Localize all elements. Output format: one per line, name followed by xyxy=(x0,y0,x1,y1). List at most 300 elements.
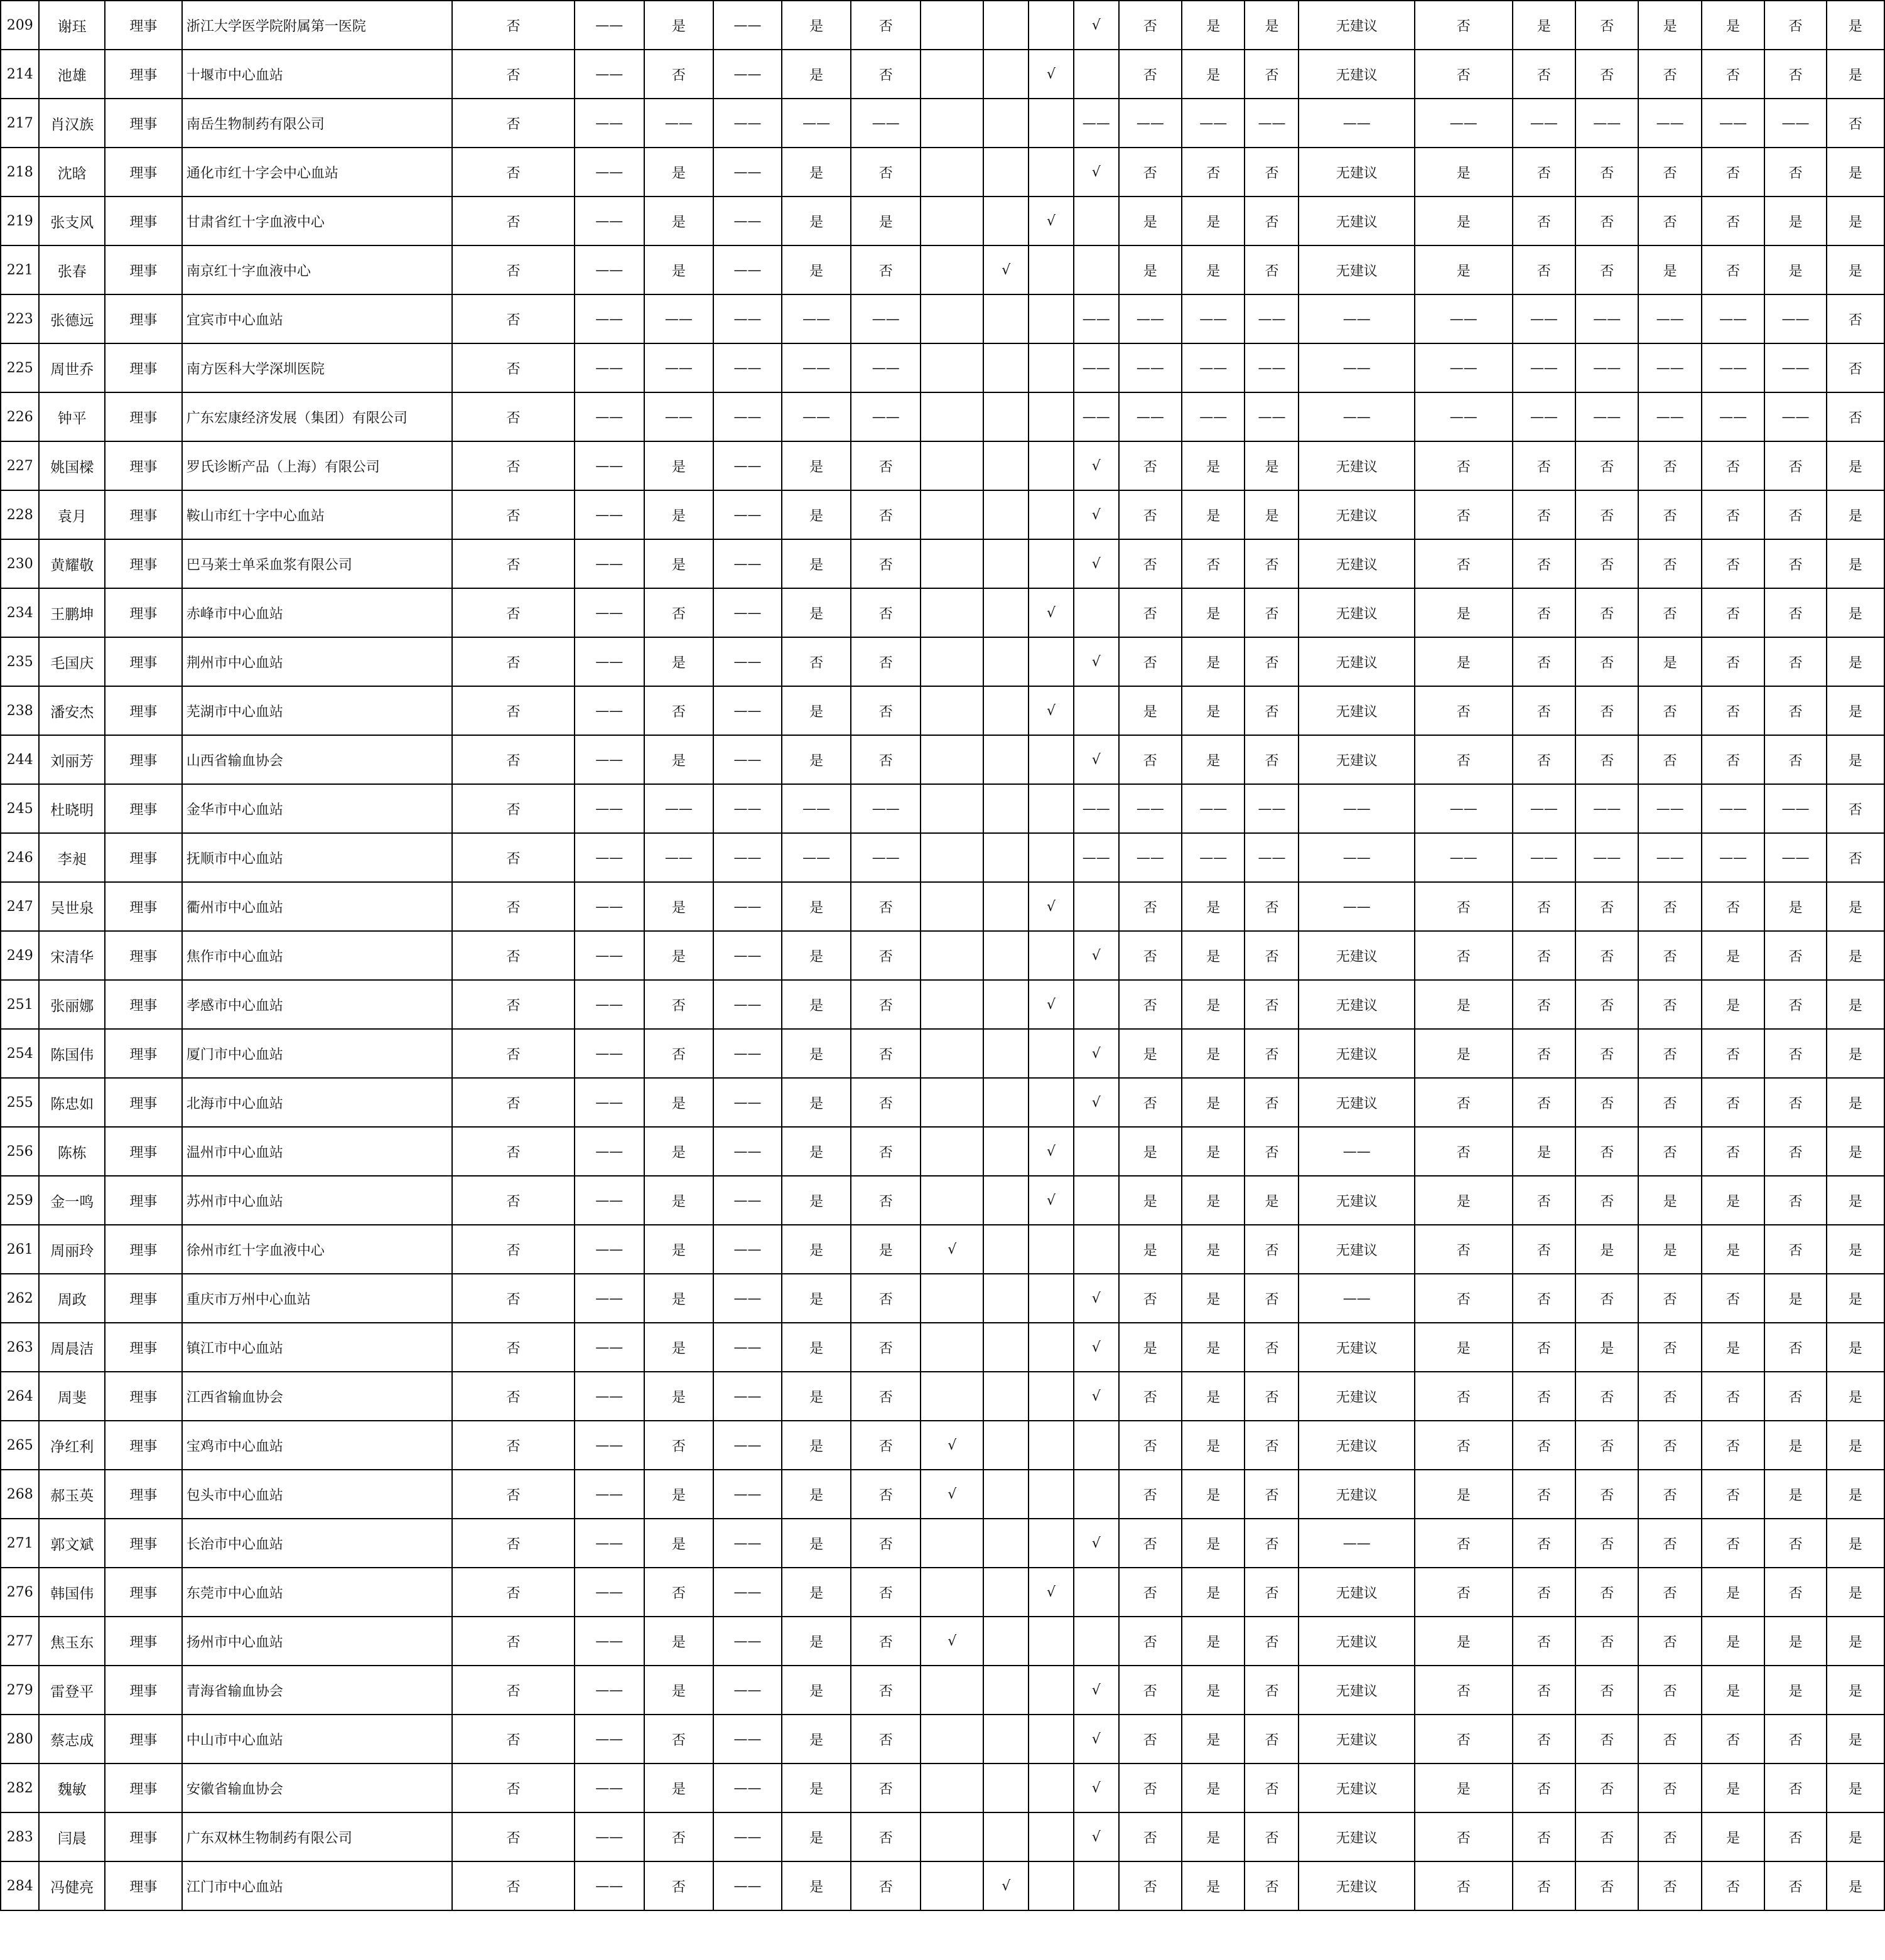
col-5: 否 xyxy=(452,1470,575,1519)
col-20: —— xyxy=(1513,99,1575,148)
col-17: 否 xyxy=(1245,1519,1299,1568)
member-unit: 衢州市中心血站 xyxy=(182,882,452,931)
check-col-14: √ xyxy=(1074,1372,1119,1421)
member-name: 陈栋 xyxy=(39,1127,105,1176)
col-24: 否 xyxy=(1764,50,1826,99)
col-16: 是 xyxy=(1182,637,1245,686)
check-col-14: √ xyxy=(1074,148,1119,197)
suggestion-cell: 无建议 xyxy=(1299,539,1414,588)
check-col-13 xyxy=(1029,784,1074,833)
col-24: 否 xyxy=(1764,441,1826,490)
col-9: 是 xyxy=(782,197,851,245)
check-col-14 xyxy=(1074,1176,1119,1225)
col-6: —— xyxy=(575,1225,644,1274)
member-role: 理事 xyxy=(105,686,182,735)
col-20: 否 xyxy=(1513,1421,1575,1470)
member-name: 吴世泉 xyxy=(39,882,105,931)
col-16: 是 xyxy=(1182,1812,1245,1861)
col-24: —— xyxy=(1764,343,1826,392)
row-number: 245 xyxy=(1,784,39,833)
col-17: 否 xyxy=(1245,1029,1299,1078)
col-8: —— xyxy=(713,1078,782,1127)
table-row xyxy=(1,1225,1884,1274)
col-22: 否 xyxy=(1638,1274,1701,1323)
row-number: 246 xyxy=(1,833,39,882)
member-unit: 重庆市万州中心血站 xyxy=(182,1274,452,1323)
col-8: —— xyxy=(713,1,782,50)
member-role: 理事 xyxy=(105,1861,182,1910)
col-21: 否 xyxy=(1575,539,1638,588)
table-row xyxy=(1,490,1884,539)
col-8: —— xyxy=(713,833,782,882)
check-col-14 xyxy=(1074,686,1119,735)
col-17: 否 xyxy=(1245,197,1299,245)
col-5: 否 xyxy=(452,1176,575,1225)
col-6: —— xyxy=(575,1617,644,1666)
col-7: 否 xyxy=(644,686,714,735)
col-5: 否 xyxy=(452,1274,575,1323)
col-24: 否 xyxy=(1764,980,1826,1029)
col-8: —— xyxy=(713,1763,782,1812)
col-19: 是 xyxy=(1415,1470,1513,1519)
col-8: —— xyxy=(713,1519,782,1568)
col-17: 否 xyxy=(1245,686,1299,735)
col-25: 是 xyxy=(1827,980,1884,1029)
row-number: 263 xyxy=(1,1323,39,1372)
check-col-13: √ xyxy=(1029,686,1074,735)
col-21: 否 xyxy=(1575,735,1638,784)
col-17: 否 xyxy=(1245,980,1299,1029)
col-24: —— xyxy=(1764,833,1826,882)
col-17: 否 xyxy=(1245,1715,1299,1763)
col-25: 是 xyxy=(1827,441,1884,490)
check-col-13: √ xyxy=(1029,882,1074,931)
col-7: 是 xyxy=(644,245,714,294)
table-row xyxy=(1,441,1884,490)
check-col-13 xyxy=(1029,1763,1074,1812)
col-24: 否 xyxy=(1764,1323,1826,1372)
col-19: —— xyxy=(1415,833,1513,882)
check-col-14: √ xyxy=(1074,1029,1119,1078)
col-9: —— xyxy=(782,784,851,833)
check-col-11 xyxy=(921,833,983,882)
col-22: 否 xyxy=(1638,882,1701,931)
col-5: 否 xyxy=(452,931,575,980)
col-25: 否 xyxy=(1827,392,1884,441)
suggestion-cell: 无建议 xyxy=(1299,1666,1414,1715)
col-20: 是 xyxy=(1513,1,1575,50)
col-9: 是 xyxy=(782,1666,851,1715)
col-21: 否 xyxy=(1575,490,1638,539)
col-6: —— xyxy=(575,1861,644,1910)
col-22: 否 xyxy=(1638,197,1701,245)
member-unit: 扬州市中心血站 xyxy=(182,1617,452,1666)
check-col-11: √ xyxy=(921,1470,983,1519)
check-col-11 xyxy=(921,931,983,980)
check-col-13 xyxy=(1029,1421,1074,1470)
col-25: 是 xyxy=(1827,686,1884,735)
col-23: —— xyxy=(1702,343,1764,392)
col-25: 是 xyxy=(1827,148,1884,197)
col-17: 否 xyxy=(1245,1470,1299,1519)
check-col-13 xyxy=(1029,148,1074,197)
col-21: 否 xyxy=(1575,1519,1638,1568)
member-unit: 通化市红十字会中心血站 xyxy=(182,148,452,197)
row-number: 282 xyxy=(1,1763,39,1812)
table-row xyxy=(1,1666,1884,1715)
check-col-11 xyxy=(921,1372,983,1421)
col-10: 否 xyxy=(851,1078,921,1127)
check-col-12 xyxy=(983,1421,1029,1470)
check-col-13 xyxy=(1029,1715,1074,1763)
col-17: 否 xyxy=(1245,1812,1299,1861)
col-9: 是 xyxy=(782,1812,851,1861)
col-7: —— xyxy=(644,343,714,392)
col-16: —— xyxy=(1182,99,1245,148)
col-20: 否 xyxy=(1513,50,1575,99)
table-row xyxy=(1,50,1884,99)
col-5: 否 xyxy=(452,99,575,148)
col-5: 否 xyxy=(452,882,575,931)
col-8: —— xyxy=(713,1715,782,1763)
col-9: 是 xyxy=(782,980,851,1029)
col-25: 是 xyxy=(1827,1763,1884,1812)
col-9: 是 xyxy=(782,735,851,784)
col-17: 否 xyxy=(1245,539,1299,588)
suggestion-cell: 无建议 xyxy=(1299,441,1414,490)
member-role: 理事 xyxy=(105,148,182,197)
col-23: 是 xyxy=(1702,1568,1764,1617)
col-19: 否 xyxy=(1415,1568,1513,1617)
member-role: 理事 xyxy=(105,1274,182,1323)
check-col-12 xyxy=(983,1323,1029,1372)
col-22: 否 xyxy=(1638,1078,1701,1127)
col-23: 否 xyxy=(1702,197,1764,245)
col-8: —— xyxy=(713,441,782,490)
col-20: 否 xyxy=(1513,735,1575,784)
col-17: 否 xyxy=(1245,1323,1299,1372)
col-24: 是 xyxy=(1764,882,1826,931)
col-23: 否 xyxy=(1702,882,1764,931)
col-8: —— xyxy=(713,980,782,1029)
row-number: 283 xyxy=(1,1812,39,1861)
check-col-13 xyxy=(1029,1078,1074,1127)
check-col-11: √ xyxy=(921,1617,983,1666)
col-22: 否 xyxy=(1638,1421,1701,1470)
col-23: 否 xyxy=(1702,50,1764,99)
suggestion-cell: 无建议 xyxy=(1299,637,1414,686)
col-25: 是 xyxy=(1827,197,1884,245)
col-15: —— xyxy=(1119,833,1182,882)
check-col-12 xyxy=(983,99,1029,148)
col-16: 是 xyxy=(1182,1078,1245,1127)
col-22: 否 xyxy=(1638,50,1701,99)
member-role: 理事 xyxy=(105,833,182,882)
check-col-13 xyxy=(1029,99,1074,148)
col-25: 是 xyxy=(1827,1617,1884,1666)
check-col-14 xyxy=(1074,1421,1119,1470)
col-21: —— xyxy=(1575,833,1638,882)
suggestion-cell: 无建议 xyxy=(1299,1861,1414,1910)
col-15: 否 xyxy=(1119,1568,1182,1617)
col-8: —— xyxy=(713,637,782,686)
col-16: 是 xyxy=(1182,1763,1245,1812)
col-9: 是 xyxy=(782,245,851,294)
col-20: 否 xyxy=(1513,1568,1575,1617)
col-5: 否 xyxy=(452,441,575,490)
row-number: 265 xyxy=(1,1421,39,1470)
check-col-11 xyxy=(921,539,983,588)
check-col-14: √ xyxy=(1074,1,1119,50)
suggestion-cell: 无建议 xyxy=(1299,686,1414,735)
col-19: 是 xyxy=(1415,148,1513,197)
check-col-13 xyxy=(1029,1225,1074,1274)
member-name: 张春 xyxy=(39,245,105,294)
col-10: 否 xyxy=(851,1274,921,1323)
col-10: 否 xyxy=(851,245,921,294)
col-25: 是 xyxy=(1827,882,1884,931)
col-7: 是 xyxy=(644,1176,714,1225)
col-23: —— xyxy=(1702,392,1764,441)
col-6: —— xyxy=(575,539,644,588)
col-16: 是 xyxy=(1182,1421,1245,1470)
table-row xyxy=(1,1176,1884,1225)
col-16: —— xyxy=(1182,833,1245,882)
col-10: 否 xyxy=(851,1763,921,1812)
col-7: 是 xyxy=(644,1323,714,1372)
col-23: 否 xyxy=(1702,490,1764,539)
col-10: —— xyxy=(851,833,921,882)
col-16: 是 xyxy=(1182,1666,1245,1715)
col-15: 否 xyxy=(1119,1421,1182,1470)
col-20: 否 xyxy=(1513,1029,1575,1078)
check-col-13 xyxy=(1029,343,1074,392)
col-8: —— xyxy=(713,245,782,294)
col-25: 是 xyxy=(1827,1274,1884,1323)
col-24: —— xyxy=(1764,784,1826,833)
col-23: 是 xyxy=(1702,1323,1764,1372)
col-19: 是 xyxy=(1415,1617,1513,1666)
col-23: 否 xyxy=(1702,1029,1764,1078)
col-23: 是 xyxy=(1702,1176,1764,1225)
member-role: 理事 xyxy=(105,1127,182,1176)
col-24: —— xyxy=(1764,99,1826,148)
check-col-13 xyxy=(1029,1274,1074,1323)
col-23: 是 xyxy=(1702,980,1764,1029)
col-9: 是 xyxy=(782,588,851,637)
member-name: 张支风 xyxy=(39,197,105,245)
col-8: —— xyxy=(713,99,782,148)
col-9: 是 xyxy=(782,1029,851,1078)
check-col-13 xyxy=(1029,1812,1074,1861)
member-unit: 广东双林生物制药有限公司 xyxy=(182,1812,452,1861)
col-16: 是 xyxy=(1182,1225,1245,1274)
col-16: 是 xyxy=(1182,441,1245,490)
col-24: 是 xyxy=(1764,1666,1826,1715)
col-21: —— xyxy=(1575,392,1638,441)
col-5: 否 xyxy=(452,1861,575,1910)
col-9: 是 xyxy=(782,441,851,490)
col-10: 否 xyxy=(851,1372,921,1421)
col-8: —— xyxy=(713,490,782,539)
col-9: 是 xyxy=(782,931,851,980)
check-col-12 xyxy=(983,882,1029,931)
col-20: 否 xyxy=(1513,1372,1575,1421)
check-col-12 xyxy=(983,1078,1029,1127)
col-21: 否 xyxy=(1575,1274,1638,1323)
row-number: 244 xyxy=(1,735,39,784)
col-15: —— xyxy=(1119,343,1182,392)
col-24: 是 xyxy=(1764,197,1826,245)
table-row xyxy=(1,1617,1884,1666)
check-col-11 xyxy=(921,1127,983,1176)
col-19: 是 xyxy=(1415,1763,1513,1812)
row-number: 218 xyxy=(1,148,39,197)
suggestion-cell: 无建议 xyxy=(1299,1176,1414,1225)
check-col-11 xyxy=(921,148,983,197)
col-17: 是 xyxy=(1245,1176,1299,1225)
col-24: 否 xyxy=(1764,931,1826,980)
col-5: 否 xyxy=(452,197,575,245)
table-row xyxy=(1,833,1884,882)
suggestion-cell: 无建议 xyxy=(1299,1,1414,50)
suggestion-cell: 无建议 xyxy=(1299,1323,1414,1372)
suggestion-cell: 无建议 xyxy=(1299,1372,1414,1421)
col-17: 否 xyxy=(1245,1274,1299,1323)
col-6: —— xyxy=(575,833,644,882)
col-17: 否 xyxy=(1245,1861,1299,1910)
col-20: 否 xyxy=(1513,1078,1575,1127)
col-8: —— xyxy=(713,1812,782,1861)
col-8: —— xyxy=(713,1127,782,1176)
col-21: 否 xyxy=(1575,1715,1638,1763)
col-24: 否 xyxy=(1764,1568,1826,1617)
check-col-12 xyxy=(983,1470,1029,1519)
col-7: —— xyxy=(644,392,714,441)
col-6: —— xyxy=(575,490,644,539)
check-col-12 xyxy=(983,1666,1029,1715)
col-5: 否 xyxy=(452,833,575,882)
col-20: 否 xyxy=(1513,1323,1575,1372)
col-23: 否 xyxy=(1702,1078,1764,1127)
col-10: 否 xyxy=(851,1812,921,1861)
col-6: —— xyxy=(575,1421,644,1470)
col-7: 是 xyxy=(644,1617,714,1666)
col-7: 否 xyxy=(644,980,714,1029)
col-17: 是 xyxy=(1245,441,1299,490)
col-24: 是 xyxy=(1764,1274,1826,1323)
member-name: 周政 xyxy=(39,1274,105,1323)
col-10: 否 xyxy=(851,1617,921,1666)
member-unit: 江门市中心血站 xyxy=(182,1861,452,1910)
col-10: —— xyxy=(851,392,921,441)
suggestion-cell: —— xyxy=(1299,882,1414,931)
check-col-12 xyxy=(983,1763,1029,1812)
member-role: 理事 xyxy=(105,1,182,50)
check-col-12 xyxy=(983,50,1029,99)
check-col-11 xyxy=(921,1666,983,1715)
col-16: 是 xyxy=(1182,1372,1245,1421)
member-unit: 长治市中心血站 xyxy=(182,1519,452,1568)
col-21: 否 xyxy=(1575,686,1638,735)
col-16: 是 xyxy=(1182,490,1245,539)
col-15: 否 xyxy=(1119,50,1182,99)
col-15: 否 xyxy=(1119,1372,1182,1421)
col-20: 否 xyxy=(1513,980,1575,1029)
col-19: 是 xyxy=(1415,588,1513,637)
col-16: 是 xyxy=(1182,686,1245,735)
table-row xyxy=(1,1763,1884,1812)
member-name: 周斐 xyxy=(39,1372,105,1421)
check-col-13 xyxy=(1029,1861,1074,1910)
check-col-11 xyxy=(921,1812,983,1861)
col-5: 否 xyxy=(452,1519,575,1568)
col-15: 是 xyxy=(1119,1029,1182,1078)
check-col-13: √ xyxy=(1029,1176,1074,1225)
col-8: —— xyxy=(713,1274,782,1323)
col-17: —— xyxy=(1245,833,1299,882)
col-8: —— xyxy=(713,1225,782,1274)
col-17: —— xyxy=(1245,99,1299,148)
col-25: 是 xyxy=(1827,1812,1884,1861)
col-17: —— xyxy=(1245,294,1299,343)
col-5: 否 xyxy=(452,1323,575,1372)
row-number: 223 xyxy=(1,294,39,343)
col-8: —— xyxy=(713,1666,782,1715)
member-name: 潘安杰 xyxy=(39,686,105,735)
check-col-13 xyxy=(1029,245,1074,294)
col-21: —— xyxy=(1575,294,1638,343)
col-21: —— xyxy=(1575,784,1638,833)
col-6: —— xyxy=(575,1715,644,1763)
col-15: 是 xyxy=(1119,197,1182,245)
member-name: 张丽娜 xyxy=(39,980,105,1029)
col-19: —— xyxy=(1415,99,1513,148)
col-23: 否 xyxy=(1702,1470,1764,1519)
col-19: 是 xyxy=(1415,1029,1513,1078)
col-25: 是 xyxy=(1827,539,1884,588)
check-col-12 xyxy=(983,539,1029,588)
col-23: 否 xyxy=(1702,588,1764,637)
col-15: 否 xyxy=(1119,1763,1182,1812)
col-24: 是 xyxy=(1764,1421,1826,1470)
check-col-13 xyxy=(1029,1,1074,50)
member-name: 毛国庆 xyxy=(39,637,105,686)
col-10: 否 xyxy=(851,1,921,50)
col-24: 否 xyxy=(1764,637,1826,686)
row-number: 238 xyxy=(1,686,39,735)
check-col-11 xyxy=(921,1323,983,1372)
col-5: 否 xyxy=(452,1763,575,1812)
col-19: 是 xyxy=(1415,197,1513,245)
col-7: 是 xyxy=(644,1127,714,1176)
col-10: —— xyxy=(851,343,921,392)
member-name: 王鹏坤 xyxy=(39,588,105,637)
col-5: 否 xyxy=(452,1568,575,1617)
member-role: 理事 xyxy=(105,882,182,931)
check-col-12 xyxy=(983,980,1029,1029)
table-row xyxy=(1,588,1884,637)
member-unit: 宝鸡市中心血站 xyxy=(182,1421,452,1470)
check-col-13 xyxy=(1029,735,1074,784)
check-col-14: —— xyxy=(1074,392,1119,441)
col-16: 是 xyxy=(1182,1127,1245,1176)
member-unit: 荆州市中心血站 xyxy=(182,637,452,686)
suggestion-cell: 无建议 xyxy=(1299,980,1414,1029)
col-20: 否 xyxy=(1513,588,1575,637)
check-col-11 xyxy=(921,392,983,441)
col-16: —— xyxy=(1182,343,1245,392)
